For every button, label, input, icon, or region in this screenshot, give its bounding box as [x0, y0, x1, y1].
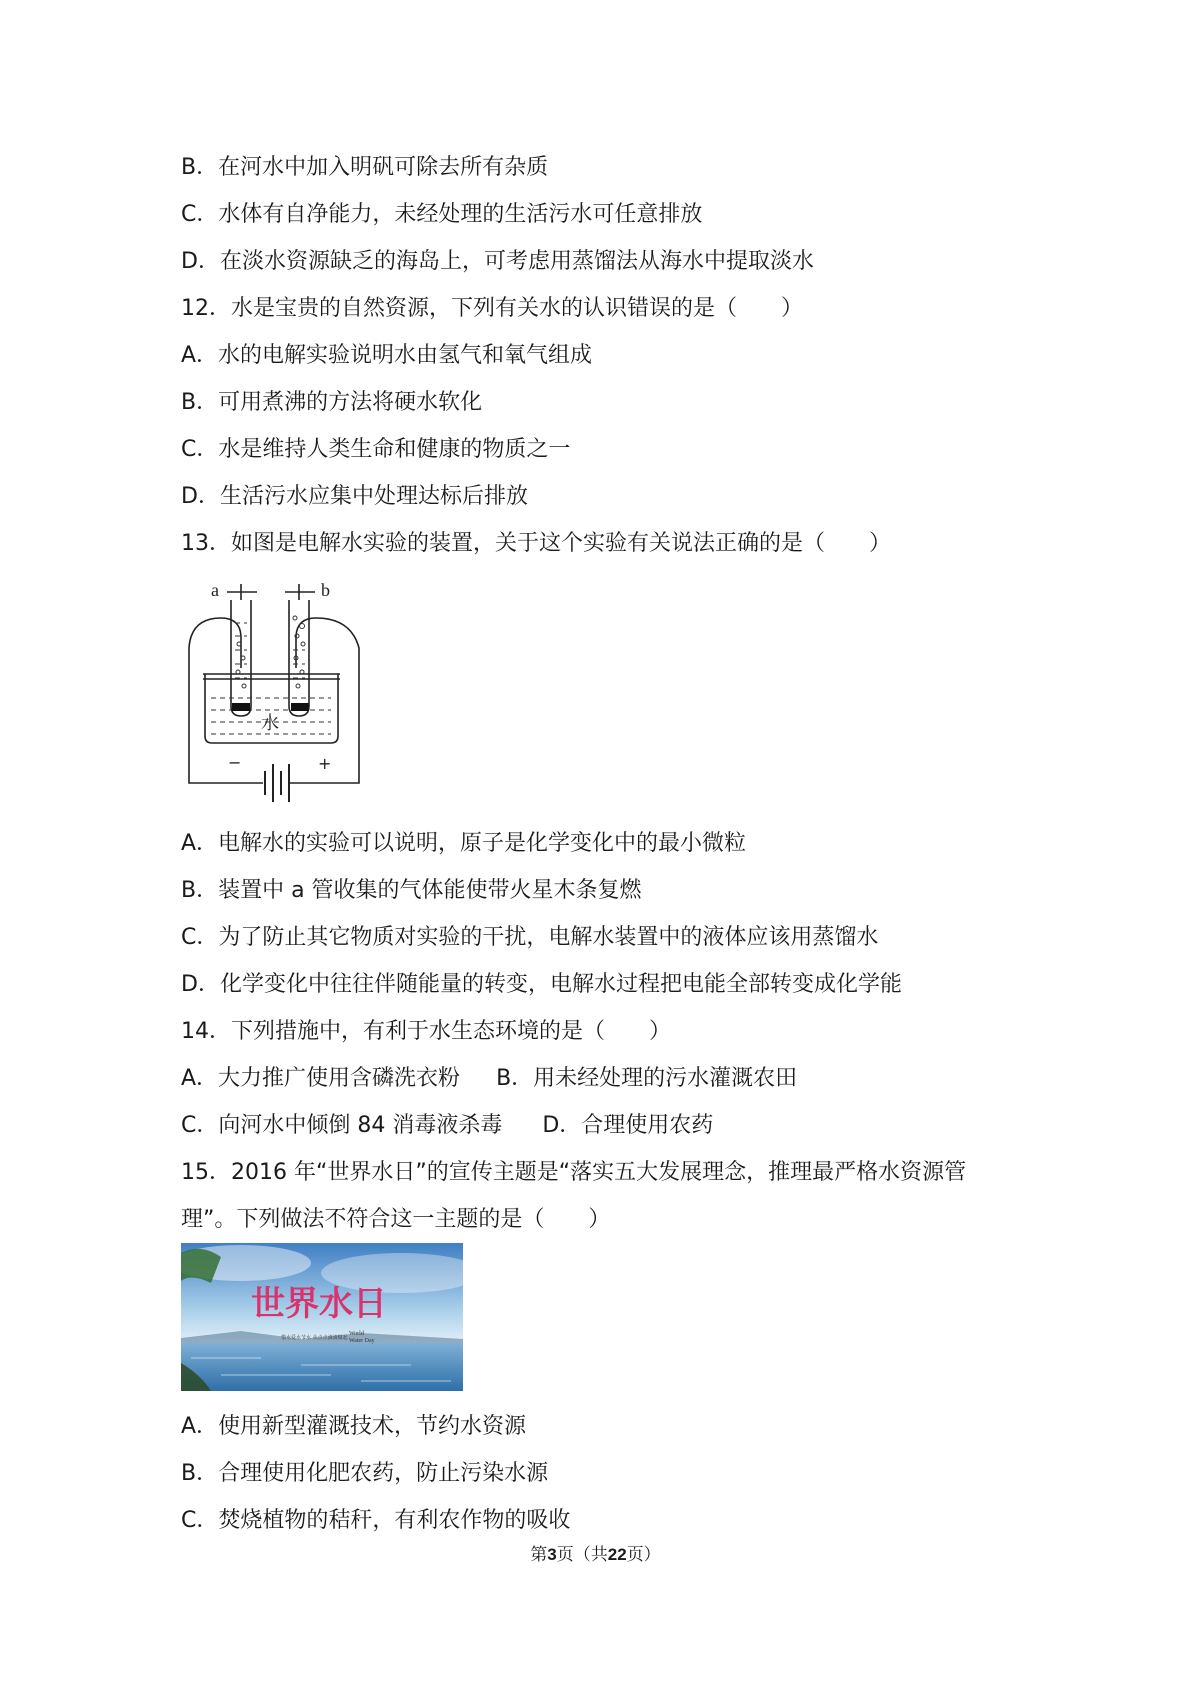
- page-footer: [0, 1543, 1191, 1567]
- q11-option-d: D．在淡水资源缺乏的海岛上，可考虑用蒸馏法从海水中提取淡水: [181, 249, 814, 274]
- q13-option-c: C．为了防止其它物质对实验的干扰，电解水装置中的液体应该用蒸馏水: [181, 925, 879, 950]
- footer-total-pages: 22: [607, 1545, 627, 1564]
- footer-page-number: 3: [547, 1545, 557, 1564]
- q12-option-b: B．可用煮沸的方法将硬水软化: [181, 390, 483, 415]
- q11-option-b: B．在河水中加入明矾可除去所有杂质: [181, 155, 549, 180]
- banner-caption-en-2: Water Day: [349, 1338, 375, 1344]
- footer-prefix: 第: [530, 1545, 548, 1565]
- q14-option-d: D．合理使用农药: [542, 1113, 714, 1138]
- plus-sign: +: [318, 754, 332, 773]
- q15-stem-line1: 15．2016 年“世界水日”的宣传主题是“落实五大发展理念，推理最严格水资源管: [181, 1160, 967, 1185]
- q13-stem: 13．如图是电解水实验的装置，关于这个实验有关说法正确的是（ ）: [181, 531, 891, 556]
- q12-stem: 12．水是宝贵的自然资源，下列有关水的认识错误的是（ ）: [181, 296, 803, 321]
- q14-options-row-1: [181, 1064, 797, 1094]
- q14-option-a: A．大力推广使用含磷洗衣粉: [181, 1066, 461, 1091]
- q12-option-d: D．生活污水应集中处理达标后排放: [181, 484, 528, 509]
- q15-option-b: B．合理使用化肥农药，防止污染水源: [181, 1461, 549, 1486]
- banner-caption-cn: 惜水爱水节水 从点点滴滴做起: [281, 1335, 348, 1341]
- q13-option-a: A．电解水的实验可以说明，原子是化学变化中的最小微粒: [181, 831, 747, 856]
- minus-sign: −: [228, 753, 242, 772]
- q12-option-a: A．水的电解实验说明水由氢气和氧气组成: [181, 343, 593, 368]
- world-water-day-banner: [181, 1243, 463, 1391]
- q15-stem-line2: 理”。下列做法不符合这一主题的是（ ）: [181, 1207, 611, 1232]
- footer-middle: 页（共: [556, 1545, 608, 1565]
- banner-caption-en-1: World: [349, 1331, 364, 1337]
- banner-title: 世界水日: [251, 1284, 387, 1324]
- water-label: 水: [261, 713, 279, 734]
- q15-option-c: C．焚烧植物的秸秆，有利农作物的吸收: [181, 1508, 571, 1533]
- q14-stem: 14．下列措施中，有利于水生态环境的是（ ）: [181, 1019, 671, 1044]
- q14-options-row-2: [181, 1111, 713, 1141]
- q13-option-d: D．化学变化中往往伴随能量的转变，电解水过程把电能全部转变成化学能: [181, 972, 902, 997]
- q12-option-c: C．水是维持人类生命和健康的物质之一: [181, 437, 571, 462]
- q14-option-b: B．用未经处理的污水灌溉农田: [496, 1066, 798, 1091]
- footer-suffix: 页）: [626, 1545, 661, 1565]
- q11-option-c: C．水体有自净能力，未经处理的生活污水可任意排放: [181, 202, 703, 227]
- electrolysis-apparatus-diagram: [181, 578, 367, 810]
- tube-a-label: a: [211, 580, 219, 600]
- q14-option-c: C．向河水中倾倒 84 消毒液杀毒: [181, 1113, 503, 1138]
- q13-option-b: B．装置中 a 管收集的气体能使带火星木条复燃: [181, 878, 642, 903]
- tube-b-label: b: [321, 580, 330, 600]
- q15-option-a: A．使用新型灌溉技术，节约水资源: [181, 1414, 527, 1439]
